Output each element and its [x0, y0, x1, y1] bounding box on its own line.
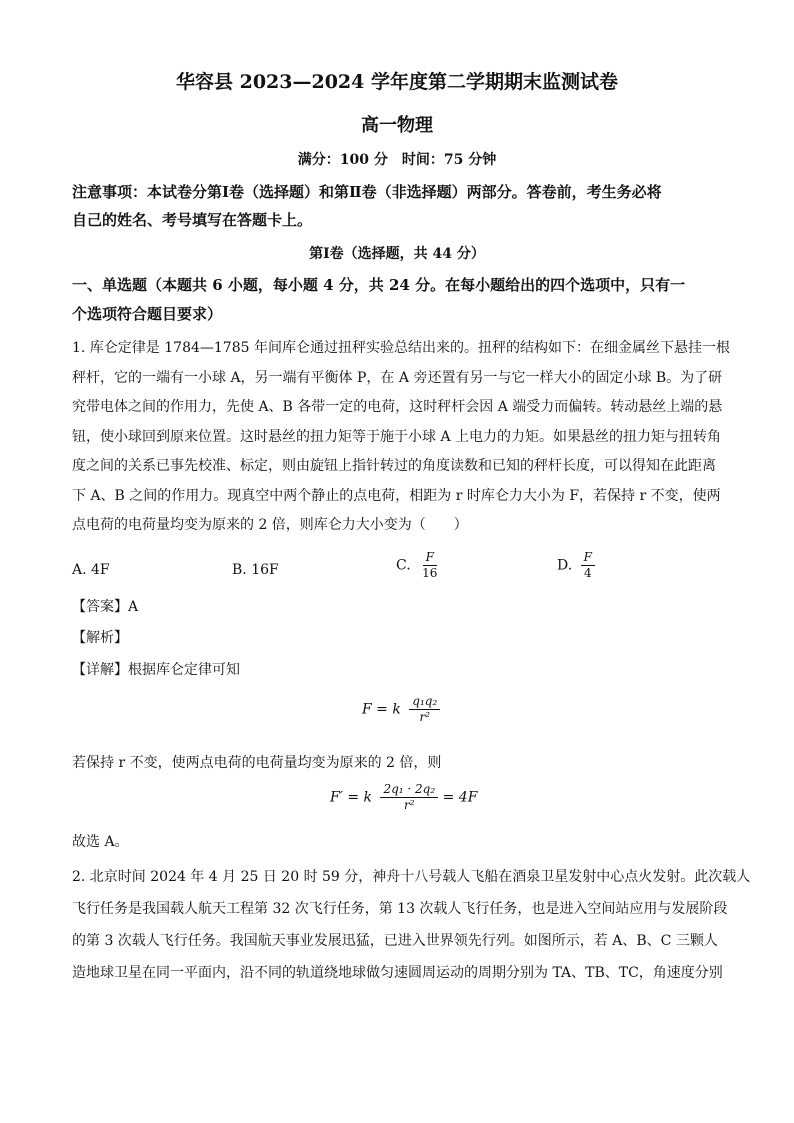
q1-line: 钮，使小球回到原来位置。这时悬丝的扭力矩等于施于小球 A 上电力的力矩。如果悬丝的扭力矩与扭转角 — [72, 429, 722, 445]
q2-line: 飞行任务是我国载人航天工程第 32 次飞行任务，第 13 次载人飞行任务，也是进入空间站应用与发展阶段 — [72, 901, 728, 917]
q1-conclusion: 故选 A。 — [72, 834, 129, 850]
q1-option-d — [557, 550, 595, 581]
q1-option-c — [396, 550, 440, 581]
formula-doubled-lhs: F′ = k — [330, 789, 373, 806]
q1-option-a: A. 4F — [72, 562, 110, 578]
q1-line: 秤杆，它的一端有一小球 A，另一端有平衡体 P，在 A 旁还置有另一与它一样大小的固定小球 B。为了研 — [72, 370, 723, 386]
q1-option-c-fraction — [419, 550, 440, 581]
exam-subject: 高一物理 — [361, 115, 433, 136]
q1-option-c-numerator: F — [423, 550, 437, 566]
exam-meta: 满分：100 分 时间：75 分钟 — [297, 152, 497, 168]
formula-coulomb — [362, 694, 440, 725]
q2-line: 造地球卫星在同一平面内，沿不同的轨道绕地球做匀速圆周运动的周期分别为 TA、TB、TC，角速度分别 — [72, 965, 723, 981]
formula-coulomb-numerator: q₁q₂ — [409, 694, 440, 710]
formula-doubled-numerator: 2q₁ · 2q₂ — [380, 782, 438, 798]
q1-line: 下 A、B 之间的作用力。现真空中两个静止的点电荷，相距为 r 时库仑力大小为 F，若保持 r 不变，使两 — [72, 488, 721, 504]
q1-option-d-label: D. — [557, 557, 573, 574]
q1-line: 点电荷的电荷量均变为原来的 2 倍，则库仑力大小变为（ ） — [72, 517, 468, 533]
q1-option-d-numerator: F — [581, 550, 595, 566]
q1-option-d-fraction — [581, 550, 595, 581]
notice-line-1: 注意事项：本试卷分第Ⅰ卷（选择题）和第Ⅱ卷（非选择题）两部分。答卷前，考生务必将 — [72, 183, 662, 201]
q1-line: 度之间的关系已事先校准、标定，则由旋钮上指针转过的角度读数和已知的秤杆长度，可以得知在此距离 — [72, 458, 716, 474]
formula-coulomb-fraction — [409, 694, 440, 725]
q1-option-b: B. 16F — [232, 562, 279, 578]
q1-condition: 若保持 r 不变，使两点电荷的电荷量均变为原来的 2 倍，则 — [72, 755, 442, 771]
formula-doubled-fraction — [380, 782, 438, 813]
q1-option-c-label: C. — [396, 557, 411, 574]
formula-coulomb-lhs: F = k — [362, 701, 401, 718]
q1-line: 究带电体之间的作用力，先使 A、B 各带一定的电荷，这时秤杆会因 A 端受力而偏转。转动悬丝上端的悬 — [72, 399, 723, 415]
q2-line: 的第 3 次载人飞行任务。我国航天事业发展迅猛，已进入世界领先行列。如图所示，若 A、B、C 三颗人 — [72, 933, 718, 949]
q1-line: 1. 库仑定律是 1784—1785 年间库仑通过扭秤实验总结出来的。扭秤的结构如下：在细金属丝下悬挂一根 — [72, 340, 730, 356]
q1-option-d-denominator: 4 — [583, 566, 592, 580]
formula-doubled-rhs: = 4F — [442, 789, 478, 806]
section-title-1: 一、单选题（本题共 6 小题，每小题 4 分，共 24 分。在每小题给出的四个选项中，只有一 — [72, 276, 686, 294]
q1-analysis: 【解析】 — [72, 630, 128, 646]
formula-doubled-denominator: r² — [404, 798, 415, 812]
formula-coulomb-denominator: r² — [419, 710, 431, 724]
formula-doubled — [330, 782, 477, 813]
exam-title: 华容县 2023—2024 学年度第二学期期末监测试卷 — [176, 71, 618, 93]
q1-detail: 【详解】根据库仑定律可知 — [72, 662, 240, 678]
q1-answer: 【答案】A — [72, 599, 139, 615]
notice-line-2: 自己的姓名、考号填写在答题卡上。 — [72, 211, 313, 229]
section-title-2: 个选项符合题目要求） — [72, 305, 223, 323]
part1-title: 第Ⅰ卷（选择题，共 44 分） — [309, 246, 485, 262]
q1-option-c-denominator: 16 — [422, 566, 438, 580]
q2-line: 2. 北京时间 2024 年 4 月 25 日 20 时 59 分，神舟十八号载人飞船在酒泉卫星发射中心点火发射。此次载人 — [72, 869, 751, 885]
